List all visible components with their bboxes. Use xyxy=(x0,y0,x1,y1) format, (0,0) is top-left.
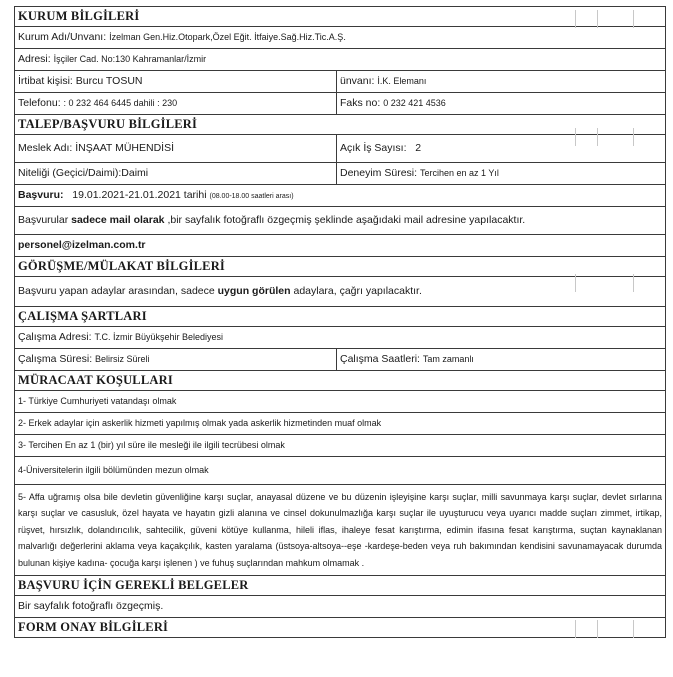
basvuru-value: 19.01.2021-21.01.2021 tarihi xyxy=(72,188,207,201)
section-header-belgeler: BAŞVURU İÇİN GEREKLİ BELGELER xyxy=(15,576,666,596)
acik-is-value: 2 xyxy=(415,142,422,154)
mail-bold: sadece mail olarak xyxy=(71,214,165,226)
email-row xyxy=(15,235,666,257)
gorusme-post: adaylara, çağrı yapılacaktır. xyxy=(293,285,422,297)
calisma-sure-label: Çalışma Süresi: xyxy=(18,353,93,365)
kurum-adi-row xyxy=(15,27,666,49)
calisma-saat-label: Çalışma Saatleri: xyxy=(340,353,420,365)
kurum-adi-label: Kurum Adı/Unvanı: xyxy=(18,31,107,43)
gorusme-row xyxy=(15,277,666,307)
faks-label: Faks no: xyxy=(340,97,381,109)
calisma-saat-cell xyxy=(337,349,666,371)
gorusme-bold: uygun görülen xyxy=(217,285,291,297)
section-header-gorusme: GÖRÜŞME/MÜLAKAT BİLGİLERİ xyxy=(15,257,666,277)
basvuru-row xyxy=(15,185,666,207)
deneyim-value: Tercihen en az 1 Yıl xyxy=(419,168,499,178)
telefon-label: Telefonu: xyxy=(18,97,61,109)
muracaat-item: 2- Erkek adaylar için askerlik hizmeti yapılmış olmak yada askerlik hizmetinden muaf olmak xyxy=(15,413,666,435)
section-header-talep: TALEP/BAŞVURU BİLGİLERİ xyxy=(15,115,666,135)
section-header-muracaat: MÜRACAAT KOŞULLARI xyxy=(15,371,666,391)
irtibat-cell xyxy=(15,71,337,93)
mail-pre: Başvurular xyxy=(18,214,69,226)
deneyim-cell xyxy=(337,163,666,185)
unvan-label: ünvanı: xyxy=(340,75,375,87)
kurum-adres-label: Adresi: xyxy=(18,53,51,65)
faks-cell xyxy=(337,93,666,115)
form-table xyxy=(14,6,666,638)
unvan-cell xyxy=(337,71,666,93)
nitelik-label: Niteliği (Geçici/Daimi): xyxy=(18,167,122,179)
meslek-label: Meslek Adı: xyxy=(18,142,73,154)
faks-value: 0 232 421 4536 xyxy=(383,98,446,108)
calisma-adres-label: Çalışma Adresi: xyxy=(18,331,92,343)
telefon-value: : 0 232 464 6445 dahili : 230 xyxy=(63,98,178,108)
irtibat-label: İrtibat kişisi: xyxy=(18,75,73,87)
belgeler-row: Bir sayfalık fotoğraflı özgeçmiş. xyxy=(15,596,666,618)
mail-post: ,bir sayfalık fotoğraflı özgeçmiş şeklinde aşağıdaki mail adresine yapılacaktır. xyxy=(167,214,526,226)
muracaat-item: 1- Türkiye Cumhuriyeti vatandaşı olmak xyxy=(15,391,666,413)
calisma-sure-cell xyxy=(15,349,337,371)
kurum-adres-row xyxy=(15,49,666,71)
nitelik-value: Daimi xyxy=(121,167,149,179)
nitelik-cell xyxy=(15,163,337,185)
calisma-adres-row xyxy=(15,327,666,349)
job-posting-form xyxy=(14,6,665,638)
irtibat-value: Burcu TOSUN xyxy=(75,75,143,87)
acik-is-label: Açık İş Sayısı: xyxy=(340,142,407,154)
meslek-value: İNŞAAT MÜHENDİSİ xyxy=(75,142,174,154)
basvuru-saat: (08.00-18.00 saatleri arası) xyxy=(209,192,294,200)
muracaat-item: 3- Tercihen En az 1 (bir) yıl süre ile mesleği ile ilgili tecrübesi olmak xyxy=(15,435,666,457)
kurum-adi-value: İzelman Gen.Hiz.Otopark,Özel Eğit. İtfaiye.Sağ.Hiz.Tic.A.Ş. xyxy=(109,32,346,42)
deneyim-label: Deneyim Süresi: xyxy=(340,167,418,179)
meslek-cell xyxy=(15,135,337,163)
section-header-form-onay: FORM ONAY BİLGİLERİ xyxy=(15,618,666,638)
section-header-calisma: ÇALIŞMA ŞARTLARI xyxy=(15,307,666,327)
section-header-kurum: KURUM BİLGİLERİ xyxy=(15,7,666,27)
muracaat-item: 4-Üniversitelerin ilgili bölümünden mezun olmak xyxy=(15,457,666,485)
email-link[interactable]: personel@izelman.com.tr xyxy=(18,239,146,251)
basvuru-label: Başvuru: xyxy=(18,188,64,201)
kurum-adres-value: İşçiler Cad. No:130 Kahramanlar/İzmir xyxy=(53,54,207,64)
muracaat-item-5: 5- Affa uğramış olsa bile devletin güvenliğine karşı suçlar, anayasal düzene ve bu düzenin işleyişine karşı suçlar, milli savunmaya karşı suçlar, devlet sırlarına karşı suçlar ve casusluk, özel hayata ve hayatın gizli alanına ve cinsel dokunulmazlığa karşı suçlar ile uyuşturucu veya uyarıcı madde suçları zimmet, irtikap, rüşvet, hırsızlık, dolandırıcılık, sahtecilik, güveni kötüye kullanma, hileli iflas, ihaleye fesat karıştırma, edimin ifasına fesat karıştırma, suçtan kaynaklanan malvarlığı değerlerini aklama veya kaçakçılık, kasten yaralama (üstsoya-altsoya--eşe -kardeşe-beden veya ruh bakımından kendisini savunamayacak durumda bulunan kişiye kadına- çocuğa karşı işlenen ) ve fuhuş suçlarından mahkum olmamak . xyxy=(15,485,666,576)
acik-is-cell xyxy=(337,135,666,163)
calisma-saat-value: Tam zamanlı xyxy=(422,354,474,364)
calisma-adres-value: T.C. İzmir Büyükşehir Belediyesi xyxy=(94,332,223,342)
telefon-cell xyxy=(15,93,337,115)
calisma-sure-value: Belirsiz Süreli xyxy=(95,354,150,364)
mail-instruction-row xyxy=(15,207,666,235)
unvan-value: İ.K. Elemanı xyxy=(377,76,427,86)
gorusme-pre: Başvuru yapan adaylar arasından, sadece xyxy=(18,285,215,297)
